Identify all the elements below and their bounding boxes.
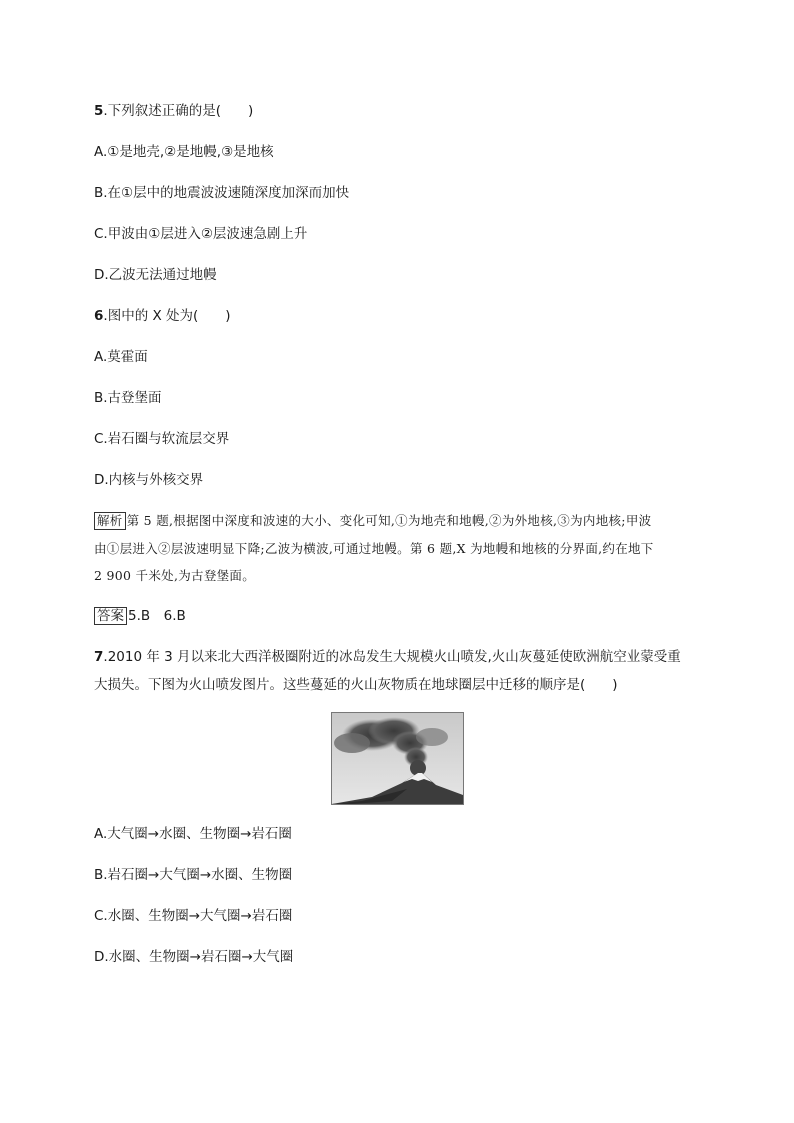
question-7-stem-line-2: 大损失。下图为火山喷发图片。这些蔓延的火山灰物质在地球圈层中迁移的顺序是( ): [94, 677, 618, 693]
question-6-option-b: B.古登堡面: [94, 390, 162, 406]
question-6-number: 6: [94, 308, 104, 324]
question-5-option-d: D.乙波无法通过地幔: [94, 267, 217, 283]
answer-text: 5.B 6.B: [128, 608, 186, 624]
question-7-option-c: C.水圈、生物圈→大气圈→岩石圈: [94, 908, 293, 924]
question-5-stem: [94, 102, 253, 120]
question-5-option-a: A.①是地壳,②是地幔,③是地核: [94, 144, 274, 160]
question-6-option-d: D.内核与外核交界: [94, 472, 204, 488]
answer-tag: 答案: [94, 607, 127, 625]
question-7-option-a: A.大气圈→水圈、生物圈→岩石圈: [94, 826, 292, 842]
volcano-eruption-photo: [331, 712, 464, 805]
question-5-number: 5: [94, 103, 104, 119]
explanation-tag: 解析: [94, 512, 126, 530]
question-7-option-b: B.岩石圈→大气圈→水圈、生物圈: [94, 867, 293, 883]
question-7-option-d: D.水圈、生物圈→岩石圈→大气圈: [94, 949, 294, 965]
question-7-stem-line-1: [94, 648, 681, 666]
explanation-line-1: [94, 512, 651, 530]
answer-line: [94, 607, 186, 625]
question-6-option-a: A.莫霍面: [94, 349, 148, 365]
question-7-text-1: .2010 年 3 月以来北大西洋极圈附近的冰岛发生大规模火山喷发,火山灰蔓延使欧洲航空业蒙受重: [103, 649, 681, 665]
volcano-eruption-image: [332, 713, 463, 804]
explanation-text-1: 第 5 题,根据图中深度和波速的大小、变化可知,①为地壳和地幔,②为外地核,③为内地核;甲波: [126, 513, 652, 528]
question-6-option-c: C.岩石圈与软流层交界: [94, 431, 230, 447]
question-5-option-c: C.甲波由①层进入②层波速急剧上升: [94, 226, 308, 242]
explanation-line-3: 2 900 千米处,为古登堡面。: [94, 568, 256, 583]
explanation-line-2: 由①层进入②层波速明显下降;乙波为横波,可通过地幔。第 6 题,X 为地幔和地核的分界面,约在地下: [94, 541, 654, 556]
question-5-option-b: B.在①层中的地震波波速随深度加深而加快: [94, 185, 350, 201]
question-6-text: .图中的 X 处为( ): [103, 308, 231, 324]
question-7-number: 7: [94, 649, 104, 665]
question-6-stem: [94, 307, 231, 325]
question-5-text: .下列叙述正确的是( ): [103, 103, 254, 119]
